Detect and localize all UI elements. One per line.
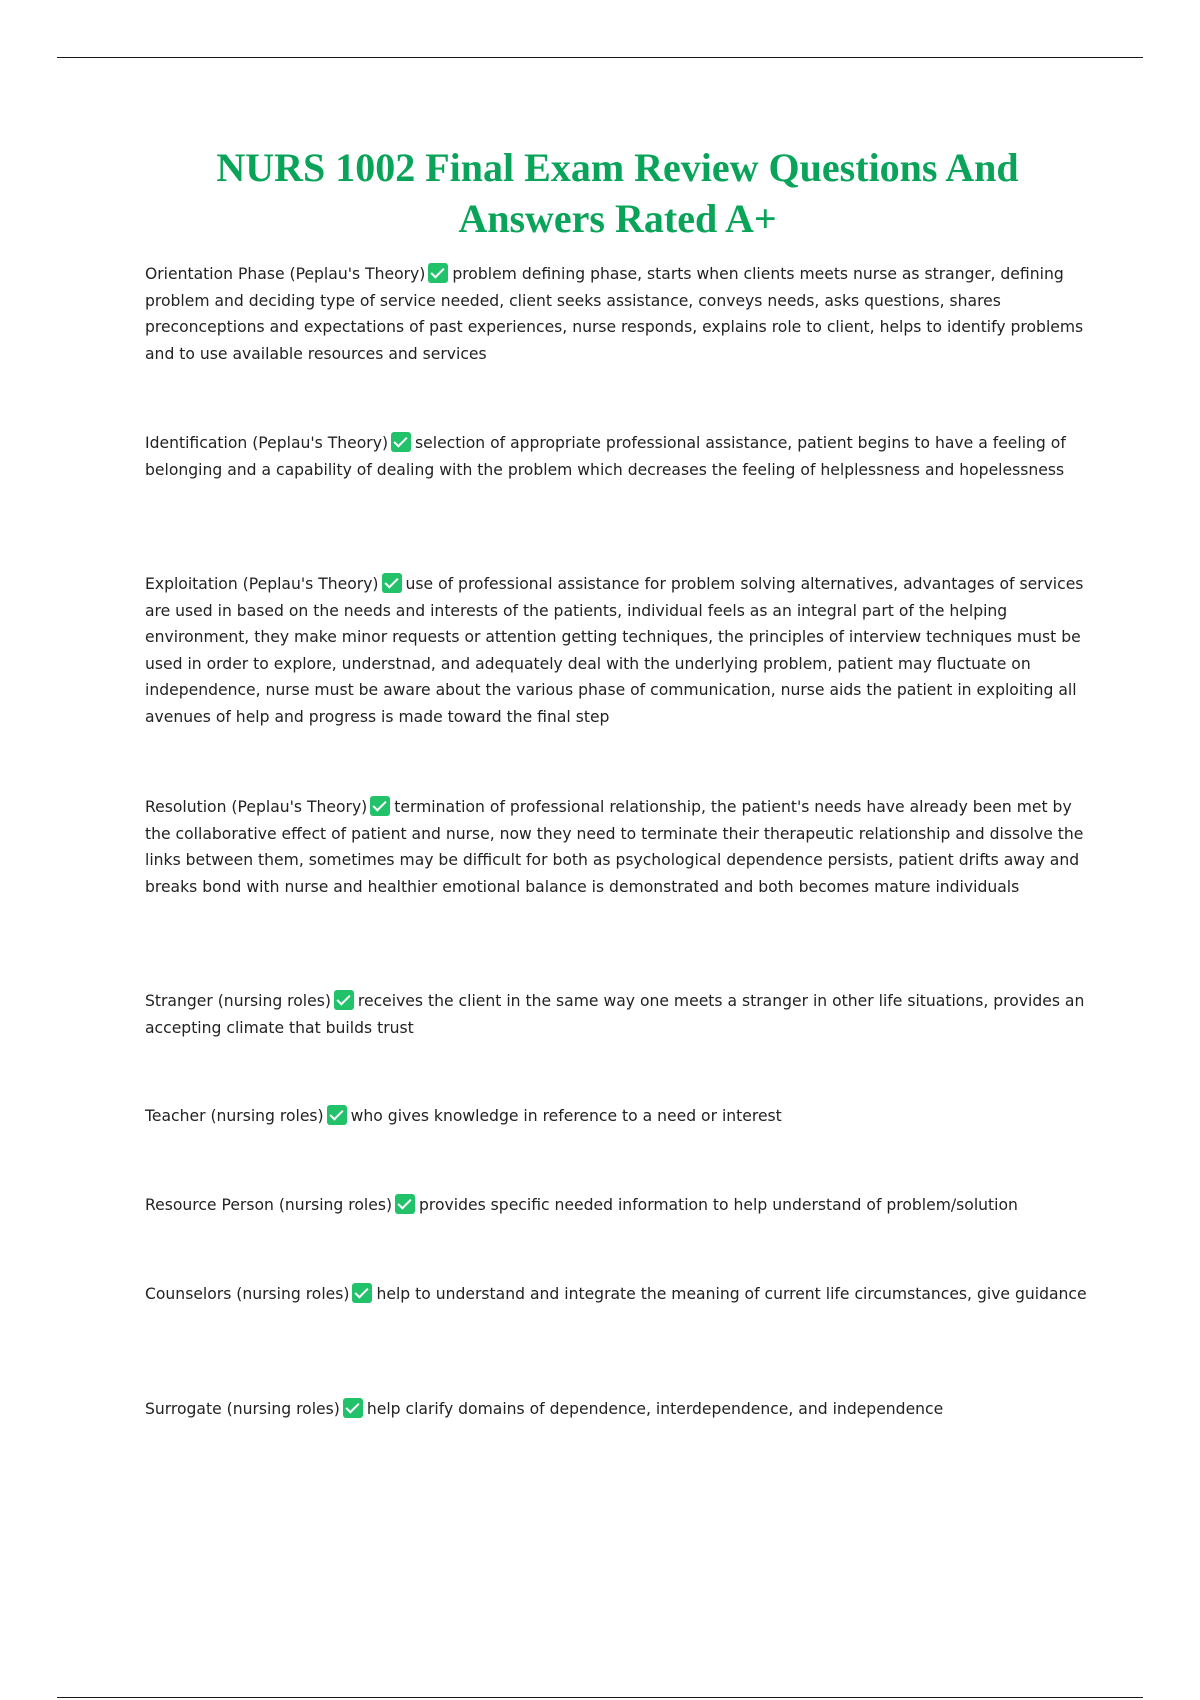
entry-answer: termination of professional relationship, the patient's needs have already been met by the collaborative effect of patient and nurse, now they need to terminate their therapeutic relationship and dissolve the links between them, sometimes may be difficult for both as psychological dependence persists, patient drifts away and breaks bond with nurse and healthier emotional balance is demonstrated and both becomes mature individuals <box>145 798 1084 896</box>
entry-term: Resolution (Peplau's Theory) <box>145 798 368 816</box>
check-box-icon <box>370 796 390 816</box>
top-rule <box>57 57 1143 58</box>
entry-teacher <box>145 1103 1090 1130</box>
entry-term: Resource Person (nursing roles) <box>145 1196 393 1214</box>
entry-exploitation <box>145 571 1090 730</box>
check-box-icon <box>343 1398 363 1418</box>
entry-answer: use of professional assistance for problem solving alternatives, advantages of services are used in based on the needs and interests of the patients, individual feels as an integral part of the helping environment, they make minor requests or attention getting techniques, the principles of interview techniques must be used in order to explore, understnad, and adequately deal with the underlying problem, patient may fluctuate on independence, nurse must be aware about the various phase of communication, nurse aids the patient in exploiting all avenues of help and progress is made toward the final step <box>145 575 1084 726</box>
entry-answer: receives the client in the same way one meets a stranger in other life situations, provides an accepting climate that builds trust <box>145 992 1085 1037</box>
entry-answer: selection of appropriate professional assistance, patient begins to have a feeling of belonging and a capability of dealing with the problem which decreases the feeling of helplessness and hopelessness <box>145 434 1066 479</box>
entry-answer: help to understand and integrate the meaning of current life circumstances, give guidance <box>376 1285 1087 1303</box>
check-box-icon <box>382 573 402 593</box>
entry-resolution <box>145 794 1090 900</box>
check-box-icon <box>327 1105 347 1125</box>
document-title: NURS 1002 Final Exam Review Questions And Answers Rated A+ <box>216 145 1019 241</box>
entry-answer: problem defining phase, starts when clients meets nurse as stranger, defining problem and deciding type of service needed, client seeks assistance, conveys needs, asks questions, shares preconceptions and expectations of past experiences, nurse responds, explains role to client, helps to identify problems and to use available resources and services <box>145 265 1084 363</box>
entry-answer: who gives knowledge in reference to a need or interest <box>350 1107 782 1125</box>
entry-resource-person <box>145 1192 1090 1219</box>
check-box-icon <box>334 990 354 1010</box>
entry-term: Teacher (nursing roles) <box>145 1107 324 1125</box>
entry-term: Exploitation (Peplau's Theory) <box>145 575 379 593</box>
entry-term: Counselors (nursing roles) <box>145 1285 350 1303</box>
check-box-icon <box>352 1283 372 1303</box>
bottom-rule <box>57 1697 1143 1698</box>
entry-term: Orientation Phase (Peplau's Theory) <box>145 265 426 283</box>
entry-surrogate <box>145 1396 1090 1423</box>
entry-stranger <box>145 988 1090 1041</box>
entry-term: Stranger (nursing roles) <box>145 992 331 1010</box>
entry-term: Identification (Peplau's Theory) <box>145 434 389 452</box>
entry-identification <box>145 430 1090 483</box>
check-box-icon <box>395 1194 415 1214</box>
entry-counselors <box>145 1281 1090 1308</box>
check-box-icon <box>391 432 411 452</box>
entry-orientation <box>145 261 1090 367</box>
entry-term: Surrogate (nursing roles) <box>145 1400 340 1418</box>
entry-answer: help clarify domains of dependence, interdependence, and independence <box>366 1400 944 1418</box>
check-box-icon <box>428 263 448 283</box>
entry-answer: provides specific needed information to help understand of problem/solution <box>419 1196 1018 1214</box>
